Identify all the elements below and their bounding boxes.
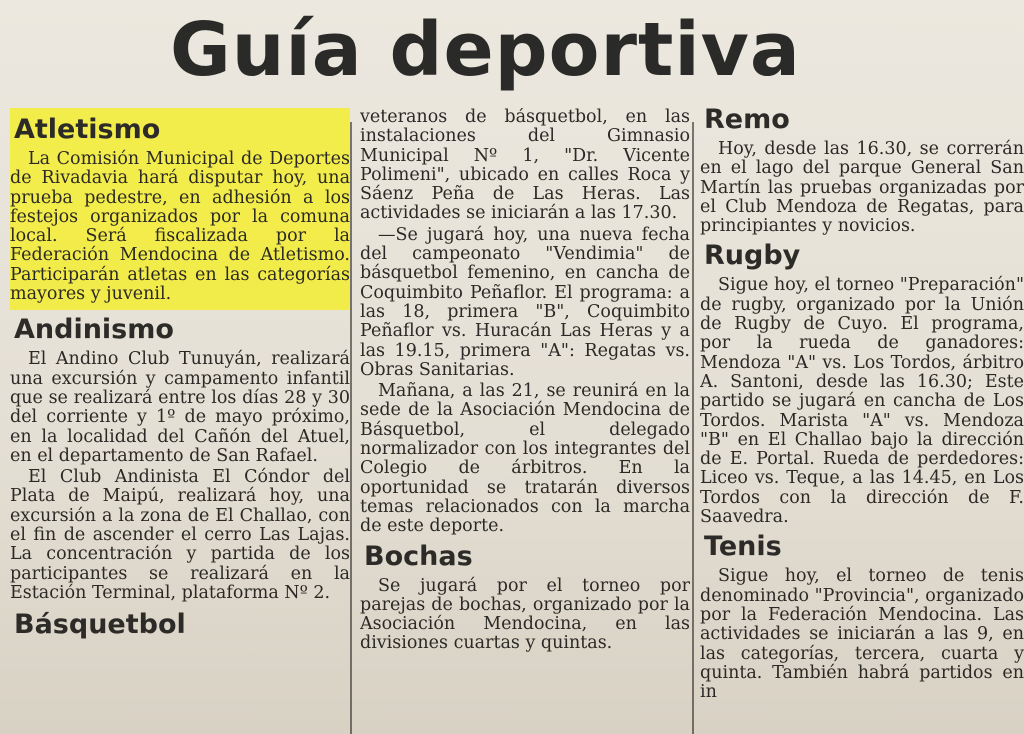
article-atletismo: La Comisión Municipal de Deportes de Rivadavia hará disputar hoy, una prueba pedestre, en adhesión a los festejos organizados por la comuna local. Será fiscalizada por la Federación Mendocina de Atletismo. Participarán atletas en las categorías mayores y juvenil. [10,149,350,305]
column-left [10,108,350,734]
column-middle [360,108,690,734]
section-heading-atletismo: Atletismo [14,114,161,145]
section-heading-bochas: Bochas [364,540,473,572]
section-heading-cut: Básquetbol [14,609,186,641]
column-right [700,108,1024,734]
article-remo: Hoy, desde las 16.30, se correrán en el lago del parque General San Martín las pruebas organizadas por el Club Mendoza de Regatas, para principiantes y novicios. [700,139,1024,237]
section-heading-tenis: Tenis [704,531,782,563]
section-heading-andinismo: Andinismo [14,314,174,346]
article-basquet-3: Mañana, a las 21, se reunirá en la sede de la Asociación Mendocina de Básquetbol, el delegado normalizador con los integrantes del Colegio de árbitros. En la oportunidad se tratarán diversos temas relacionados con la marcha de este deporte. [360,381,690,537]
highlighted-block [10,108,350,310]
article-rugby: Sigue hoy, el torneo "Preparación" de rugby, organizado por la Unión de Rugby de Cuyo. El programa, por la rueda de ganadores: Mendoza "A" vs. Los Tordos, árbitro A. Santoni, desde las 16.30; Este partido se jugará en cancha de Los Tordos. Marista "A" vs. Mendoza "B" en El Challao bajo la dirección de E. Portal. Rueda de perdedores: Liceo vs. Teque, a las 14.45, en Los Tordos con la dirección de F. Saavedra. [700,275,1024,528]
article-andinismo-1: El Andino Club Tunuyán, realizará una excursión y campamento infantil que se realizará entre los días 28 y 30 del corriente y 1º de mayo próximo, en la localidad del Cañón del Atuel, en el departamento de San Rafael. [10,349,350,466]
column-divider [350,122,352,734]
article-andinismo-2: El Club Andinista El Cóndor del Plata de Maipú, realizará hoy, una excursión a la zona de El Challao, con el fin de ascender el cerro Las Lajas. La concentración y partida de los participantes se realizará en la Estación Terminal, plataforma Nº 2. [10,467,350,603]
article-tenis: Sigue hoy, el torneo de tenis denominado "Provincia", organizado por la Federación Mendocina. Las actividades se iniciarán a las 9, en las categorías, tercera, cuarta y quinta. También habrá partidos en in [700,566,1024,703]
article-basquet-1: veteranos de básquetbol, en las instalaciones del Gimnasio Municipal Nº 1, "Dr. Vicente Polimeni", ubicado en calles Roca y Sáenz Peña de Las Heras. Las actividades se iniciarán a las 17.30. [360,108,690,224]
page-title: Guía deportiva [170,7,801,93]
column-divider [692,122,694,734]
section-heading-remo: Remo [704,108,790,135]
article-basquet-2: —Se jugará hoy, una nueva fecha del campeonato "Vendimia" de básquetbol femenino, en cancha de Coquimbito Peñaflor. El programa: a las 18, primera "B", Coquimbito Peñaflor vs. Huracán Las Heras y a las 19.15, primera "A": Regatas vs. Obras Sanitarias. [360,224,690,380]
article-bochas: Se jugará por el torneo por parejas de bochas, organizado por la Asociación Mendocina, en las divisiones cuartas y quintas. [360,575,690,654]
section-heading-rugby: Rugby [704,240,801,272]
